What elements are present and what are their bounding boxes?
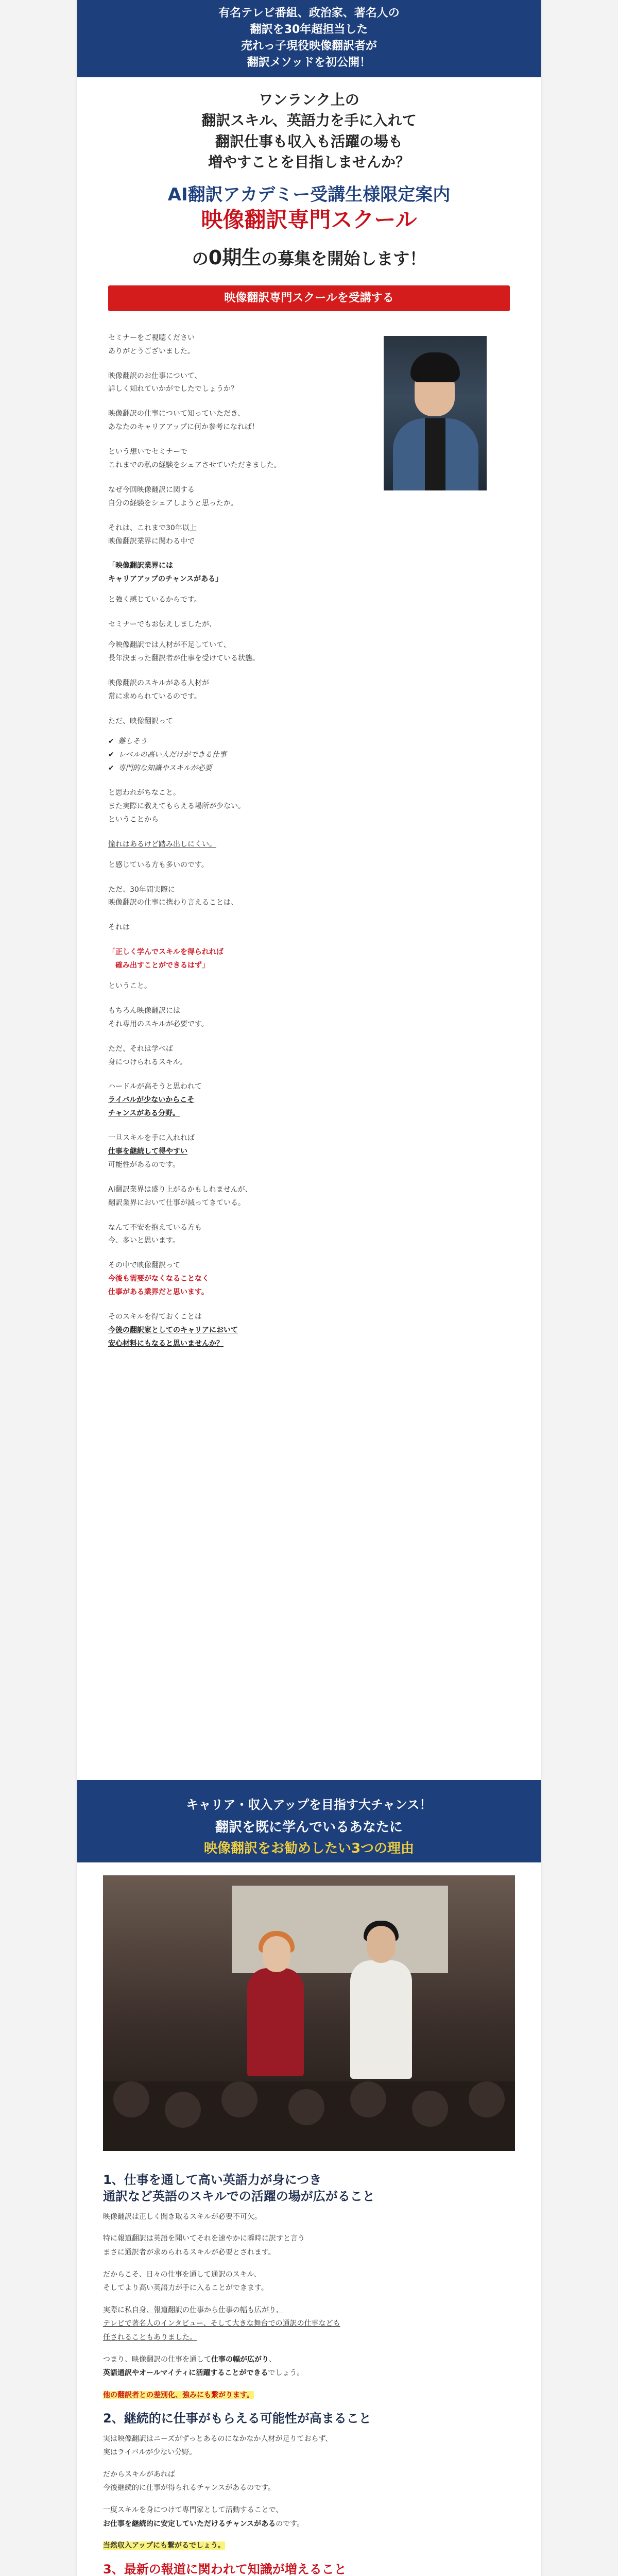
- intro-section: [77, 77, 541, 270]
- reasons-banner-highlight: 映像翻訳をお勧めしたい3つの理由: [203, 1841, 415, 1856]
- instructor-photo: [384, 336, 487, 490]
- reason-paragraph: だからスキルがあれば 今後継続的に仕事が得られるチャンスがあるのです。: [103, 2470, 276, 2493]
- intro-question: 増やすことを目指しませんか？: [208, 154, 410, 171]
- story-paragraph: 映像翻訳のスキルがある人材が 常に求められているのです。: [108, 679, 209, 701]
- school-heading: 映像翻訳専門スクール: [201, 207, 417, 233]
- enrollment-post: の募集を開始します！: [261, 248, 426, 268]
- story-paragraph: と思われがちなこと。 また実際に教えてもらえる場所が少ない。 ということから: [108, 789, 245, 824]
- story-quote: 「正しく学んでスキルを得られれば 確み出すことができるはず」: [108, 948, 224, 970]
- reason-paragraph: 映像翻訳は正しく聞き取るスキルが必要不可欠。: [103, 2212, 262, 2221]
- reason-paragraph: 一度スキルを身につけて専門家として活動することで、 お仕事を継続的に安定していただけるチャンスがあるのです。: [103, 2506, 304, 2528]
- reasons-banner-line: キャリア・収入アップを目指す大チャンス！: [186, 1798, 432, 1812]
- story-paragraph: AI翻訳業界は盛り上がるかもしれませんが、 翻訳業界において仕事が減ってきている。: [108, 1185, 252, 1207]
- reason-highlight: 当然収入アップにも繋がるでしょう。: [103, 2541, 225, 2550]
- seminar-photo: [103, 1875, 515, 2151]
- reason-paragraph: だからこそ、日々の仕事を通して通訳のスキル、 そしてより高い英語力が手に入ることができます。: [103, 2270, 268, 2293]
- reason-heading-2: 2、継続的に仕事がもらえる可能性が高まること: [103, 2411, 371, 2426]
- story-paragraph: セミナーをご視聴ください ありがとうございました。: [108, 333, 195, 355]
- story-paragraph: それは、これまで30年以上 映像翻訳業界に関わる中で: [108, 523, 197, 546]
- story-paragraph: セミナーでもお伝えしましたが、: [108, 620, 216, 629]
- enrollment-heading: [77, 242, 541, 270]
- reason-heading-3: 3、最新の報道に関われて知識が増えること: [103, 2562, 347, 2576]
- enrollment-period: 0期生: [208, 246, 262, 269]
- hero-line: 売れっ子現役映像翻訳者が: [241, 39, 377, 53]
- story-paragraph: と感じている方も多いのです。: [108, 860, 209, 869]
- reason-paragraph: 特に報道翻訳は英語を聞いてそれを速やかに瞬時に訳すと言う まさに通訳者が求められるスキルが必要とされます。: [103, 2234, 305, 2257]
- hero-line: 有名テレビ番組、政治家、著名人の: [218, 7, 400, 20]
- story-paragraph: と強く感じているからです。: [108, 596, 201, 604]
- reasons-banner-line: 翻訳を既に学んでいるあなたに: [215, 1820, 403, 1835]
- reason-paragraph: つまり、映像翻訳の仕事を通して仕事の幅が広がり、 英語通訳やオールマイティに活躍することができるでしょう。: [103, 2355, 304, 2378]
- story-paragraph: なぜ今回映像翻訳に関する 自分の経験をシェアしようと思ったか。: [108, 485, 238, 507]
- academy-heading: AI翻訳アカデミー受講生様限定案内: [167, 184, 451, 205]
- story-paragraph: なんて不安を抱えている方も 今、多いと思います。: [108, 1223, 202, 1245]
- enrollment-pre: の: [192, 248, 209, 268]
- story-paragraph: 一旦スキルを手に入れれば 仕事を継続して得やすい 可能性があるのです。: [108, 1134, 195, 1169]
- story-paragraph: という想いでセミナーで これまでの私の経験をシェアさせていただきました。: [108, 448, 281, 469]
- story-paragraph: 映像翻訳のお仕事について、 詳しく知れていかがでしたでしょうか？: [108, 371, 238, 394]
- story-paragraph: ただ、映像翻訳って: [108, 717, 173, 725]
- page: [77, 0, 541, 2576]
- reason-paragraph: 実は映像翻訳はニーズがずっとあるのになかなか人材が足りておらず、 実はライバルが少ない分野。: [103, 2434, 333, 2457]
- intro-question: 翻訳スキル、英語力を手に入れて: [201, 112, 417, 129]
- reason-paragraph: 実際に私自身、報道翻訳の仕事から仕事の幅も広がり、 テレビで著名人のインタビュー、そして大きな舞台での通訳の仕事なども 任されることもありました。: [103, 2306, 340, 2342]
- reason-heading-1: 1、仕事を通して高い英語力が身につき 通訳など英語のスキルでの活躍の場が広がること: [103, 2173, 375, 2204]
- story-paragraph: ハードルが高そうと思われて ライバルが少ないからこそ チャンスがある分野。: [108, 1082, 202, 1118]
- story-paragraph: それは: [108, 923, 130, 932]
- reason-highlight: 他の翻訳者との差別化、強みにも繋がります。: [103, 2391, 254, 2399]
- story-section: [77, 311, 541, 1351]
- hero-line: 翻訳を30年超担当した: [250, 23, 368, 36]
- story-paragraph: もちろん映像翻訳には それ専用のスキルが必要です。: [108, 1006, 209, 1028]
- story-paragraph: 今映像翻訳では人材が不足していて、 長年決まった翻訳者が仕事を受けている状態。: [108, 640, 260, 663]
- story-paragraph: 憧れはあるけど踏み出しにくい。: [108, 840, 216, 849]
- story-paragraph: 映像翻訳の仕事について知っていただき、 あなたのキャリアアップに何か参考になれば！: [108, 410, 260, 432]
- hero-banner: [77, 0, 541, 77]
- story-paragraph: ただ、30年間実際に 映像翻訳の仕事に携わり言えることは、: [108, 885, 238, 907]
- reasons-banner: [77, 1780, 541, 1862]
- story-paragraph: ただ、それは学べば 身につけられるスキル。: [108, 1044, 187, 1066]
- intro-question: ワンランク上の: [259, 91, 359, 108]
- reasons-section: [103, 2172, 515, 2576]
- check-item: ✔ 難しそう: [108, 735, 510, 749]
- story-quote: 「映像翻訳業界には キャリアアップのチャンスがある」: [108, 562, 223, 584]
- check-item: ✔ レベルの高い人だけができる仕事: [108, 749, 510, 762]
- check-item: ✔ 専門的な知識やスキルが必要: [108, 762, 510, 775]
- hero-line: 翻訳メソッドを初公開！: [247, 56, 371, 69]
- story-paragraph: その中で映像翻訳って 今後も需要がなくなることなく 仕事がある業界だと思います。: [108, 1261, 209, 1297]
- story-paragraph: そのスキルを得ておくことは 今後の翻訳家としてのキャリアにおいて 安心材料にもなると思いませんか？: [108, 1313, 238, 1348]
- check-list: [108, 735, 510, 775]
- enroll-cta-button[interactable]: 映像翻訳専門スクールを受講する: [108, 285, 510, 311]
- intro-question: 翻訳仕事も収入も活躍の場も: [215, 132, 403, 150]
- story-paragraph: ということ。: [108, 982, 151, 990]
